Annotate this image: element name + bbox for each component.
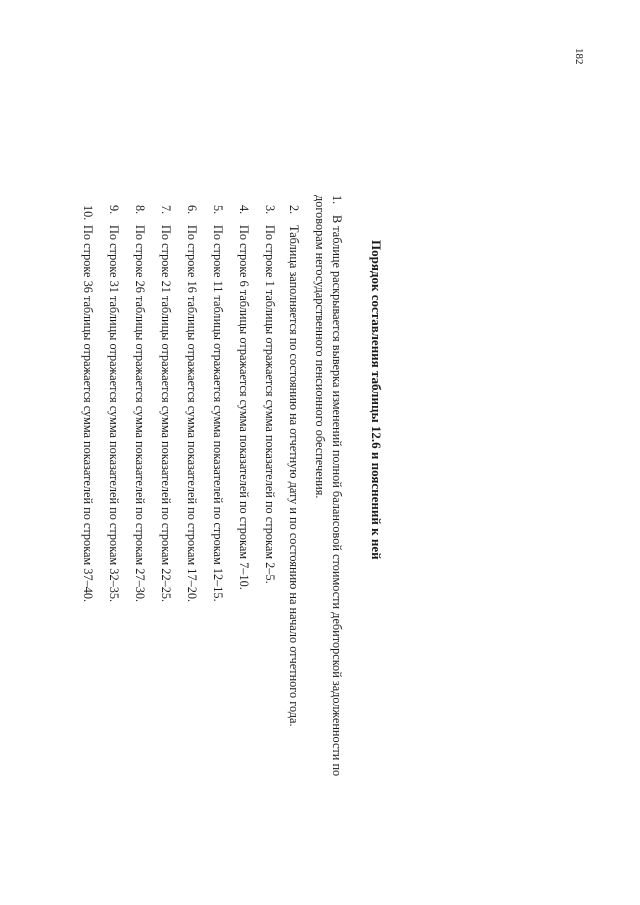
list-item-continuation: договорам негосударственного пенсионного обеспечения.	[313, 195, 327, 499]
list-item-text: По строке 36 таблицы отражается сумма показателей по строкам 37–40.	[81, 225, 95, 603]
list-item-number: 5.	[211, 205, 225, 215]
list-item	[263, 205, 277, 584]
list-item-number: 6.	[185, 205, 199, 215]
list-item-text: По строке 11 таблицы отражается сумма показателей по строкам 12–15.	[211, 225, 225, 602]
list-item	[185, 205, 199, 602]
list-item	[159, 205, 173, 602]
list-item	[211, 205, 225, 602]
list-item-number: 9.	[107, 205, 121, 215]
list-item	[237, 205, 251, 590]
list-item-number: 3.	[263, 205, 277, 215]
list-item	[107, 205, 121, 602]
document-body	[60, 45, 390, 845]
list-item-text: По строке 31 таблицы отражается сумма показателей по строкам 32–35.	[107, 225, 121, 603]
page-number: 182	[573, 48, 585, 65]
list-item	[287, 205, 301, 727]
section-title: Порядок составления таблицы 12.6 и пояснений к ней	[369, 240, 384, 560]
list-item-text: По строке 6 таблицы отражается сумма показателей по строкам 7–10.	[237, 225, 251, 590]
list-item	[330, 195, 344, 845]
list-item-number: 8.	[133, 205, 147, 215]
list-item-number: 7.	[159, 205, 173, 215]
list-item-text: Таблица заполняется по состоянию на отчетную дату и по состоянию на начало отчетного года.	[287, 225, 301, 727]
list-item-text: По строке 16 таблицы отражается сумма показателей по строкам 17–20.	[185, 225, 199, 603]
list-item-number: 4.	[237, 205, 251, 215]
list-item-text: В таблице раскрывается выверка изменений полной балансовой стоимости дебиторской задолженности по	[330, 215, 344, 777]
list-item-number: 2.	[287, 205, 301, 215]
list-item-number: 1.	[330, 195, 344, 205]
list-item-text: По строке 21 таблицы отражается сумма показателей по строкам 22–25.	[159, 225, 173, 603]
list-item	[133, 205, 147, 602]
list-item-text: По строке 1 таблицы отражается сумма показателей по строкам 2–5.	[263, 225, 277, 584]
list-item-number: 10.	[81, 205, 95, 221]
list-item	[81, 205, 95, 602]
list-item-text: По строке 26 таблицы отражается сумма показателей по строкам 27–30.	[133, 225, 147, 603]
